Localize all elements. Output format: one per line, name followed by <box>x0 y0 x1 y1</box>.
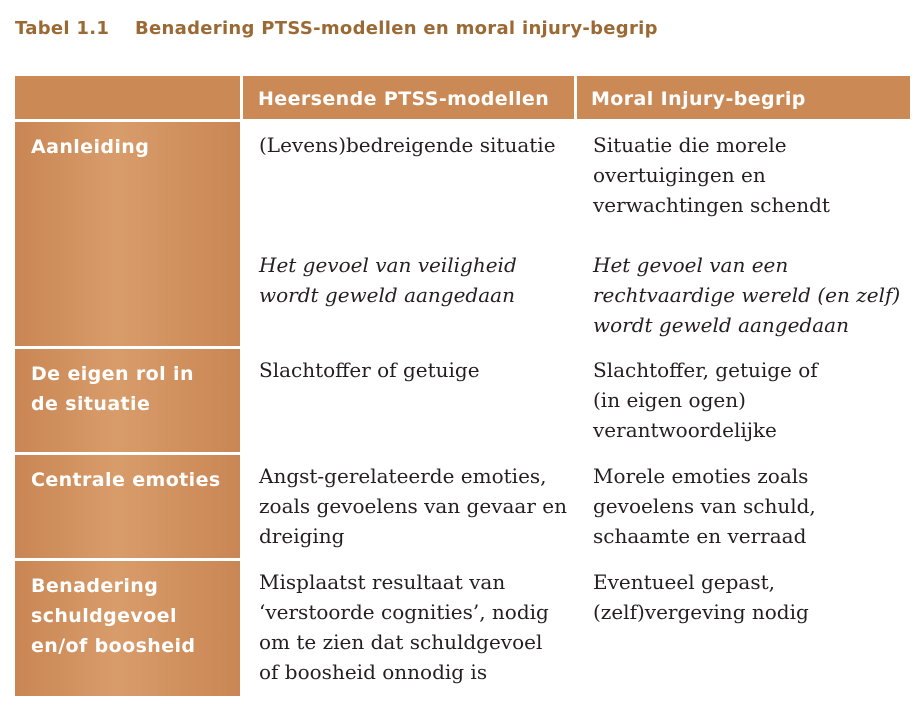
row-divider <box>15 558 910 561</box>
cell-ptss-aanleiding <box>243 122 575 346</box>
cell-ptss-eigen-rol <box>243 349 575 452</box>
row-divider <box>15 452 910 455</box>
row-label-centrale-emoties <box>15 455 241 558</box>
column-divider <box>574 76 577 696</box>
cell-text: Angst-gerelateerde emoties, zoals gevoelens van gevaar en dreiging <box>259 464 567 548</box>
row-label-text: De eigen rol in de situatie <box>31 363 194 415</box>
row-label-text: Aanleiding <box>31 136 150 158</box>
table-title: Benadering PTSS-modellen en moral injury-begrip <box>135 18 658 39</box>
column-divider <box>240 76 243 696</box>
cell-text: Situatie die morele overtuigingen en verwachtingen schendt <box>593 133 830 217</box>
cell-ptss-benadering <box>243 561 575 696</box>
cell-ptss-emoties <box>243 455 575 558</box>
table-header-row <box>15 76 910 120</box>
row-label-aanleiding <box>15 122 241 346</box>
cell-moral-benadering <box>577 561 910 696</box>
row-label-eigen-rol <box>15 349 241 452</box>
cell-moral-emoties <box>577 455 910 558</box>
row-divider <box>15 346 910 349</box>
cell-text-italic: Het gevoel van veiligheid wordt geweld aangedaan <box>259 253 517 307</box>
comparison-table <box>15 76 910 696</box>
cell-text: Misplaatst resultaat van ‘verstoorde cognities’, nodig om te zien dat schuldgevoel of boosheid onnodig is <box>259 570 549 684</box>
row-divider <box>15 119 910 122</box>
cell-moral-aanleiding <box>577 122 910 346</box>
row-label-text: Benadering schuldgevoel en/of boosheid <box>31 575 196 657</box>
cell-text: Morele emoties zoals gevoelens van schuld, schaamte en verraad <box>593 464 816 548</box>
header-ptss-models: Heersende PTSS-modellen <box>258 88 550 110</box>
cell-text: Slachtoffer, getuige of (in eigen ogen) verantwoordelijke <box>593 358 818 442</box>
header-moral-injury: Moral Injury-begrip <box>591 88 806 110</box>
header-cell-empty <box>15 76 241 120</box>
cell-moral-eigen-rol <box>577 349 910 452</box>
cell-text: Slachtoffer of getuige <box>259 358 480 382</box>
row-label-benadering <box>15 561 241 696</box>
cell-text-italic: Het gevoel van een rechtvaardige wereld (en zelf) wordt geweld aangedaan <box>593 253 901 337</box>
row-label-text: Centrale emoties <box>31 469 221 491</box>
table-number: Tabel 1.1 <box>15 18 110 39</box>
cell-text: Eventueel gepast, (zelf)vergeving nodig <box>593 570 809 624</box>
cell-text: (Levens)bedreigende situatie <box>259 133 556 157</box>
